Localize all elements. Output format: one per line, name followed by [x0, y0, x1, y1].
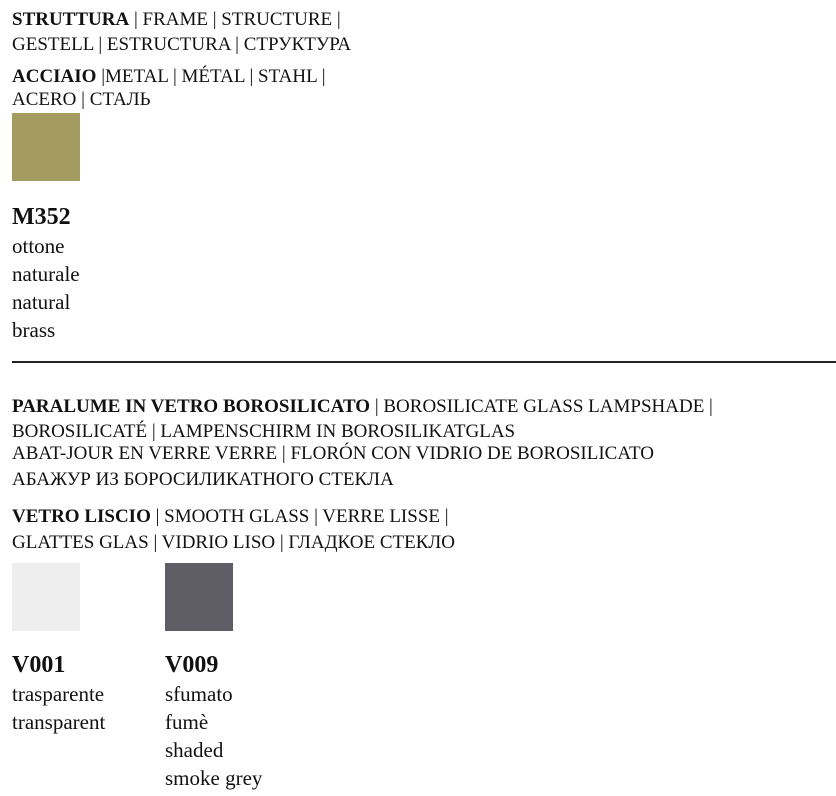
swatch-v001-transparent — [12, 563, 80, 631]
swatch-code-m352: M352 — [12, 204, 71, 230]
shade-title-line1 — [12, 395, 713, 419]
frame-material-bold: ACCIAIO — [12, 66, 97, 87]
swatch-code-v009: V009 — [165, 652, 219, 678]
swatch-desc-v001-2: transparent — [12, 710, 106, 734]
shade-glass-bold: VETRO LISCIO — [12, 506, 151, 527]
frame-material-rest: |METAL | MÉTAL | STAHL | — [96, 66, 326, 87]
swatch-desc-v001-1: trasparente — [12, 682, 105, 706]
swatch-code-v001: V001 — [12, 652, 66, 678]
swatch-desc-m352-2: naturale — [12, 262, 80, 286]
shade-title-bold: PARALUME IN VETRO BOROSILICATO — [12, 396, 371, 417]
swatch-v009-smoke-grey — [165, 563, 233, 631]
swatch-desc-m352-3: natural — [12, 290, 71, 314]
frame-material-line2: ACERO | СТАЛЬ — [12, 89, 151, 110]
shade-glass-line2: GLATTES GLAS | VIDRIO LISO | ГЛАДКОЕ СТЕКЛО — [12, 532, 455, 553]
frame-title-line1 — [12, 8, 341, 32]
section-divider — [12, 361, 836, 363]
shade-glass-rest: | SMOOTH GLASS | VERRE LISSE | — [150, 506, 449, 527]
shade-title-line4: АБАЖУР ИЗ БОРОСИЛИКАТНОГО СТЕКЛА — [12, 469, 394, 490]
swatch-desc-v009-4: smoke grey — [165, 766, 263, 790]
frame-title-line2: GESTELL | ESTRUCTURA | СТРУКТУРА — [12, 34, 352, 55]
swatch-desc-v009-1: sfumato — [165, 682, 233, 706]
swatch-desc-v009-2: fumè — [165, 710, 209, 734]
frame-title-rest: | FRAME | STRUCTURE | — [129, 9, 341, 30]
shade-title-line3: ABAT-JOUR EN VERRE VERRE | FLORÓN CON VIDRIO DE BOROSILICATO — [12, 443, 654, 464]
swatch-desc-v009-3: shaded — [165, 738, 224, 762]
shade-title-line2: BOROSILICATÉ | LAMPENSCHIRM IN BOROSILIKATGLAS — [12, 421, 516, 442]
shade-title-rest: | BOROSILICATE GLASS LAMPSHADE | — [370, 396, 713, 417]
swatch-desc-m352-4: brass — [12, 318, 56, 342]
swatch-desc-m352-1: ottone — [12, 234, 65, 258]
swatch-m352-brass — [12, 113, 80, 181]
shade-glass-line1 — [12, 505, 449, 529]
frame-material-line1 — [12, 65, 326, 89]
frame-title-bold: STRUTTURA — [12, 9, 130, 30]
